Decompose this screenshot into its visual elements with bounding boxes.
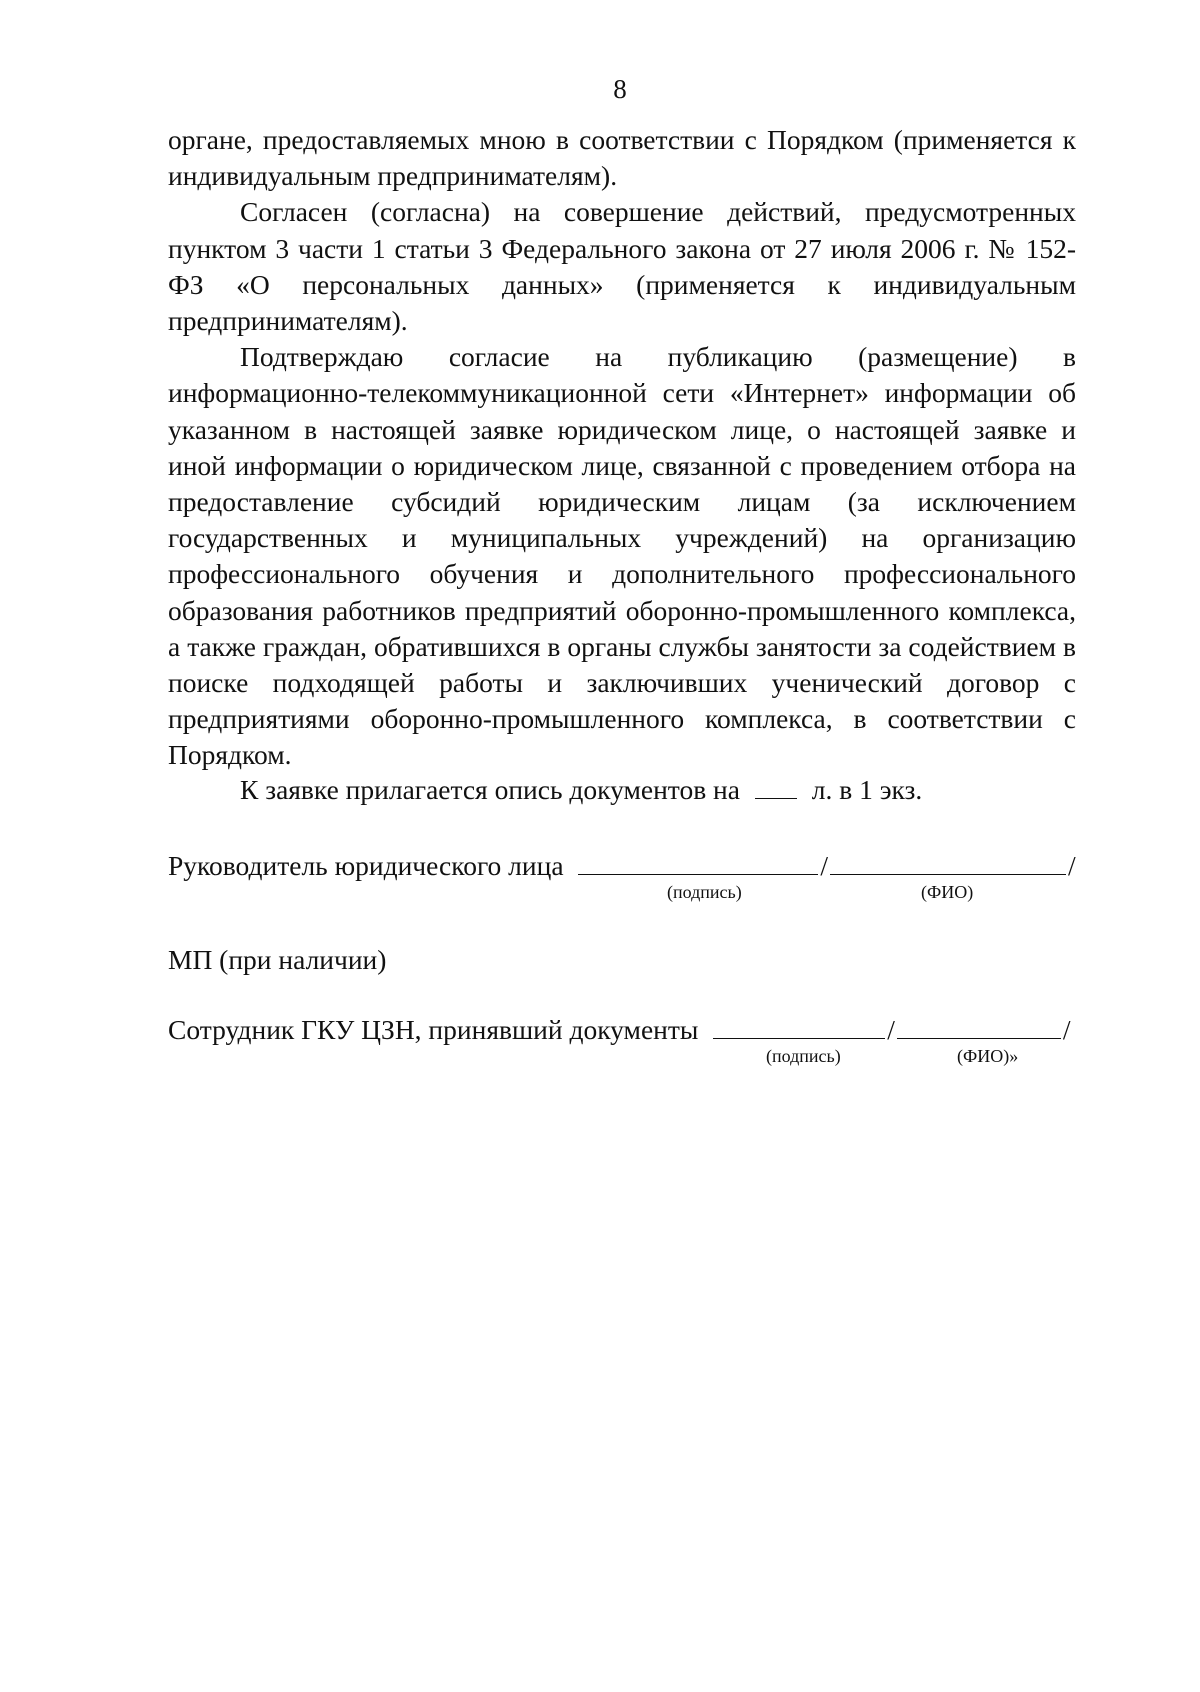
head-sign-caption: (подпись) [667,882,742,902]
head-signature-blank[interactable] [578,852,818,875]
head-name-blank[interactable] [830,852,1066,875]
separator-slash: / [887,1014,895,1045]
employee-name-caption: (ФИО)» [957,1046,1019,1066]
employee-name-blank[interactable] [897,1016,1061,1039]
attachment-text-after: л. в 1 экз. [811,774,923,805]
paragraph-continuation: органе, предоставляемых мною в соответствии с Порядком (применяется к индивидуальным предпринимателям). [168,124,1076,192]
body-text [168,122,1076,774]
head-name-caption: (ФИО) [921,882,974,902]
head-signature-row [168,848,1078,884]
head-signature-label: Руководитель юридического лица [168,850,564,881]
attachment-line [240,772,922,808]
employee-signature-label: Сотрудник ГКУ ЦЗН, принявший документы [168,1014,699,1045]
paragraph-publication-consent: Подтверждаю согласие на публикацию (размещение) в информационно-телекоммуникационной сети «Интернет» информации об указанном в настоящей заявке юридическом лице, о настоящей заявке и иной информации о юридическом лице, связанной с проведением отбора на предоставление субсидий юридическим лицам (за исключением государственных и муниципальных учреждений) на организацию профессионального обучения и дополнительного профессионального образования работников предприятий оборонно-промышленного комплекса, а также граждан, обратившихся в органы службы занятости за содействием в поиске подходящей работы и заключивших ученический договор с предприятиями оборонно-промышленного комплекса, в соответствии с Порядком. [168,341,1076,771]
sheet-count-blank[interactable] [755,776,797,799]
separator-slash: / [1068,850,1076,881]
seal-line: МП (при наличии) [168,944,387,975]
employee-signature-row [168,1012,1073,1048]
separator-slash: / [820,850,829,881]
separator-slash: / [1062,1014,1071,1045]
attachment-text-before: К заявке прилагается опись документов на [240,774,740,805]
employee-signature-blank[interactable] [713,1016,885,1039]
page-number: 8 [613,74,627,104]
paragraph-personal-data-consent: Согласен (согласна) на совершение действий, предусмотренных пунктом 3 части 1 статьи 3 Федерального закона от 27 июля 2006 г. № 152-ФЗ «О персональных данных» (применяется к индивидуальным предпринимателям). [168,196,1076,337]
employee-sign-caption: (подпись) [766,1046,841,1066]
